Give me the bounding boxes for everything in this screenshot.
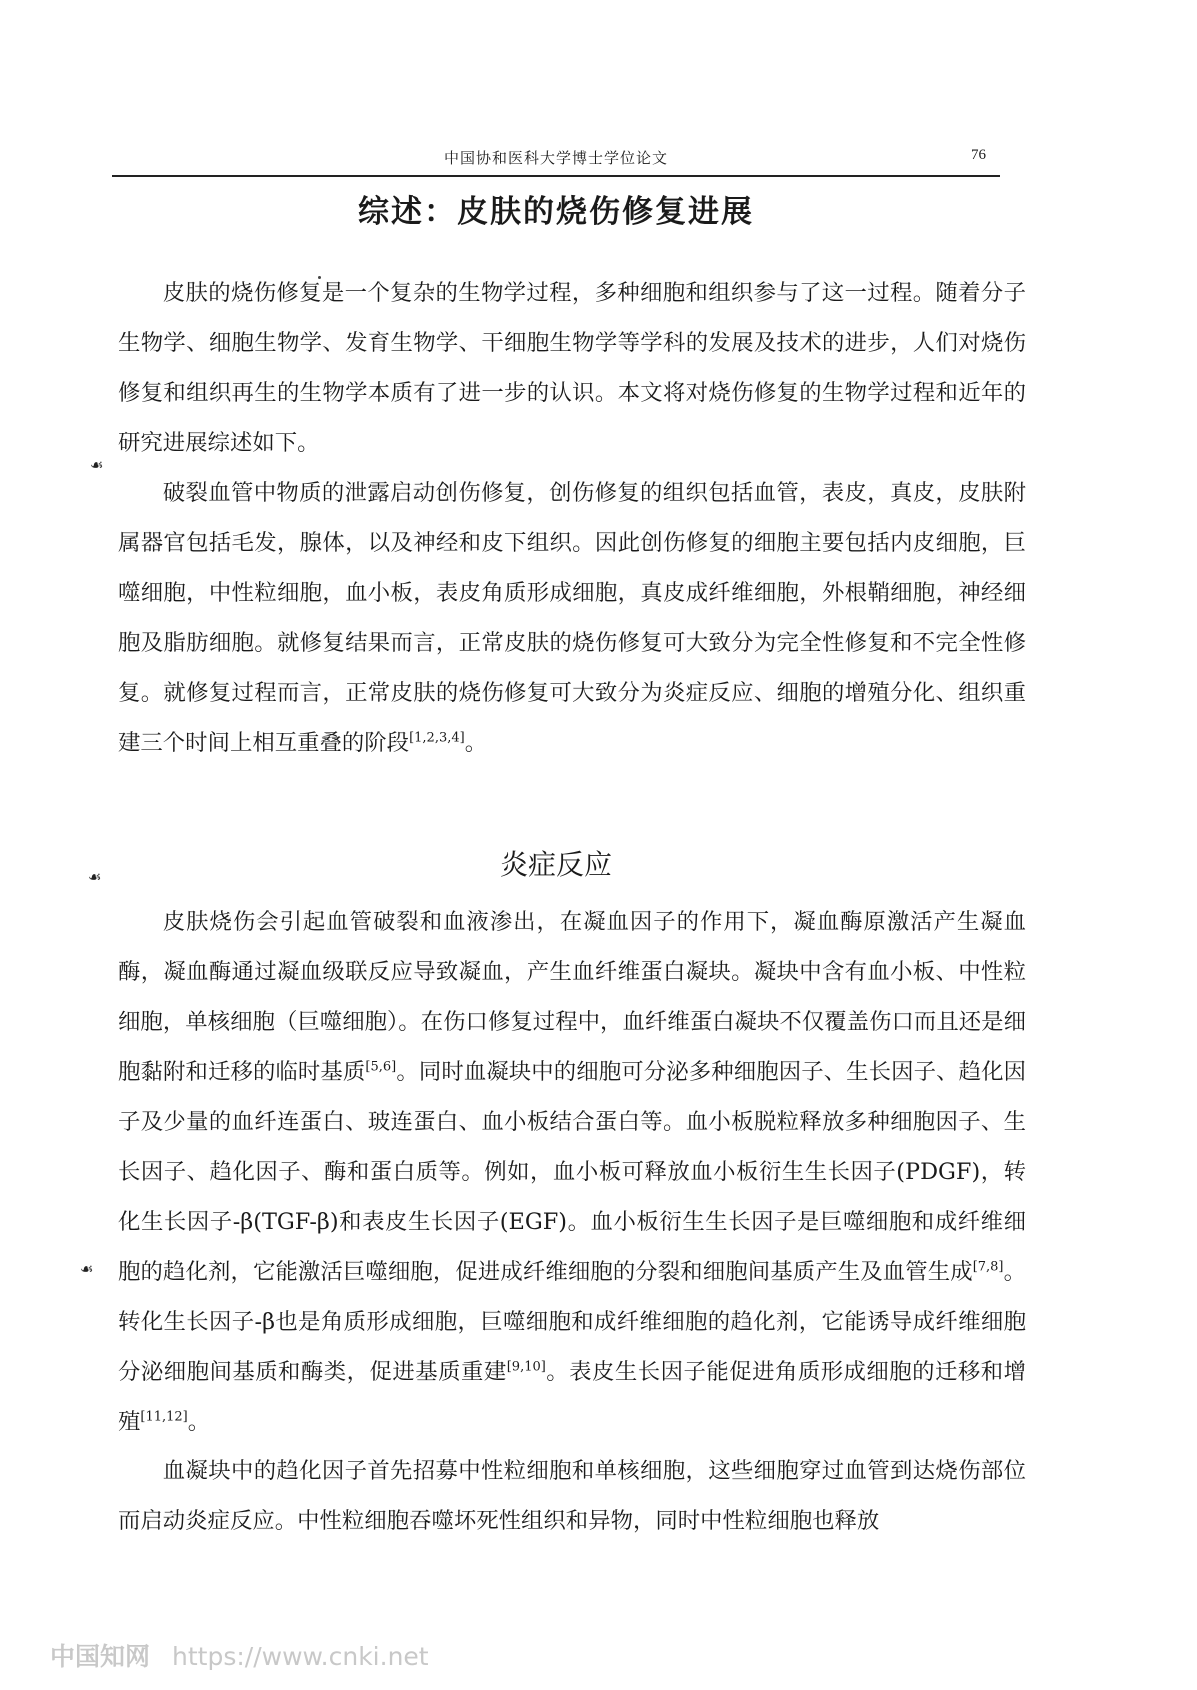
text-segment: 。表皮生长因子能促进角质形成细胞的迁移和增殖 — [118, 1359, 1027, 1435]
running-header — [112, 143, 1000, 177]
watermark-url: https://www.cnki.net — [172, 1642, 429, 1671]
paragraph-repair — [118, 468, 1026, 768]
margin-mark-icon: ☙ — [88, 868, 102, 886]
header-title: 中国协和医科大学博士学位论文 — [443, 149, 668, 167]
paragraph-repair-text: 破裂血管中物质的泄露启动创伤修复，创伤修复的组织包括血管，表皮，真皮，皮肤附属器官包括毛发，腺体，以及神经和皮下组织。因此创伤修复的细胞主要包括内皮细胞，巨噬细胞，中性粒细胞，血小板，表皮角质形成细胞，真皮成纤维细胞，外根鞘细胞，神经细胞及脂肪细胞。就修复结果而言，正常皮肤的烧伤修复可大致分为完全性修复和不完全性修复。就修复过程而言，正常皮肤的烧伤修复可大致分为炎症反应、细胞的增殖分化、组织重建三个时间上相互重叠的阶段 — [118, 480, 1026, 756]
text-segment: 。 — [187, 1409, 211, 1435]
paragraph-intro-text: 皮肤的烧伤修复是一个复杂的生物学过程，多种细胞和组织参与了这一过程。随着分子生物学、细胞生物学、发育生物学、干细胞生物学等学科的发展及技术的进步，人们对烧伤修复和组织再生的生物学本质有了进一步的认识。本文将对烧伤修复的生物学过程和近年的研究进展综述如下。 — [118, 280, 1026, 456]
section-title: 炎症反应 — [499, 848, 612, 881]
watermark — [50, 1637, 429, 1673]
citation: [9,10] — [506, 1359, 546, 1375]
citation: [5,6] — [365, 1059, 397, 1075]
paragraph-inflammation — [118, 897, 1026, 1447]
margin-mark-icon: ☙ — [80, 1260, 94, 1278]
paragraph-intro — [118, 268, 1026, 468]
article-title: 综述：皮肤的烧伤修复进展 — [358, 194, 754, 230]
paragraph-chemotaxis-text: 血凝块中的趋化因子首先招募中性粒细胞和单核细胞，这些细胞穿过血管到达烧伤部位而启动炎症反应。中性粒细胞吞噬坏死性组织和异物，同时中性粒细胞也释放 — [118, 1458, 1026, 1534]
page-number: 76 — [971, 147, 986, 163]
text-segment: 皮肤烧伤会引起血管破裂和血液渗出，在凝血因子的作用下，凝血酶原激活产生凝血酶，凝血酶通过凝血级联反应导致凝血，产生血纤维蛋白凝块。凝块中含有血小板、中性粒细胞，单核细胞（巨噬细胞）。在伤口修复过程中，血纤维蛋白凝块不仅覆盖伤口而且还是细胞黏附和迁移的临时基质 — [118, 909, 1026, 1085]
text-segment: 。同时血凝块中的细胞可分泌多种细胞因子、生长因子、趋化因子及少量的血纤连蛋白、玻连蛋白、血小板结合蛋白等。血小板脱粒释放多种细胞因子、生长因子、趋化因子、酶和蛋白质等。例如，血小板可释放血小板衍生生长因子(PDGF)，转化生长因子-β(TGF-β)和表皮生长因子(EGF)。血小板衍生生长因子是巨噬细胞和成纤维细胞的趋化剂，它能激活巨噬细胞，促进成纤维细胞的分裂和细胞间基质产生及血管生成 — [118, 1059, 1027, 1285]
watermark-brand: 中国知网 — [50, 1642, 151, 1671]
margin-mark-icon: ☙ — [90, 456, 104, 474]
paragraph-chemotaxis — [118, 1446, 1026, 1546]
citation: [1,2,3,4] — [409, 730, 465, 746]
citation: [7,8] — [972, 1259, 1004, 1275]
citation: [11,12] — [140, 1409, 188, 1425]
text-segment: 。转化生长因子-β也是角质形成细胞，巨噬细胞和成纤维细胞的趋化剂，它能诱导成纤维细胞分泌细胞间基质和酶类，促进基质重建 — [118, 1259, 1027, 1385]
paragraph-end: 。 — [464, 730, 488, 756]
